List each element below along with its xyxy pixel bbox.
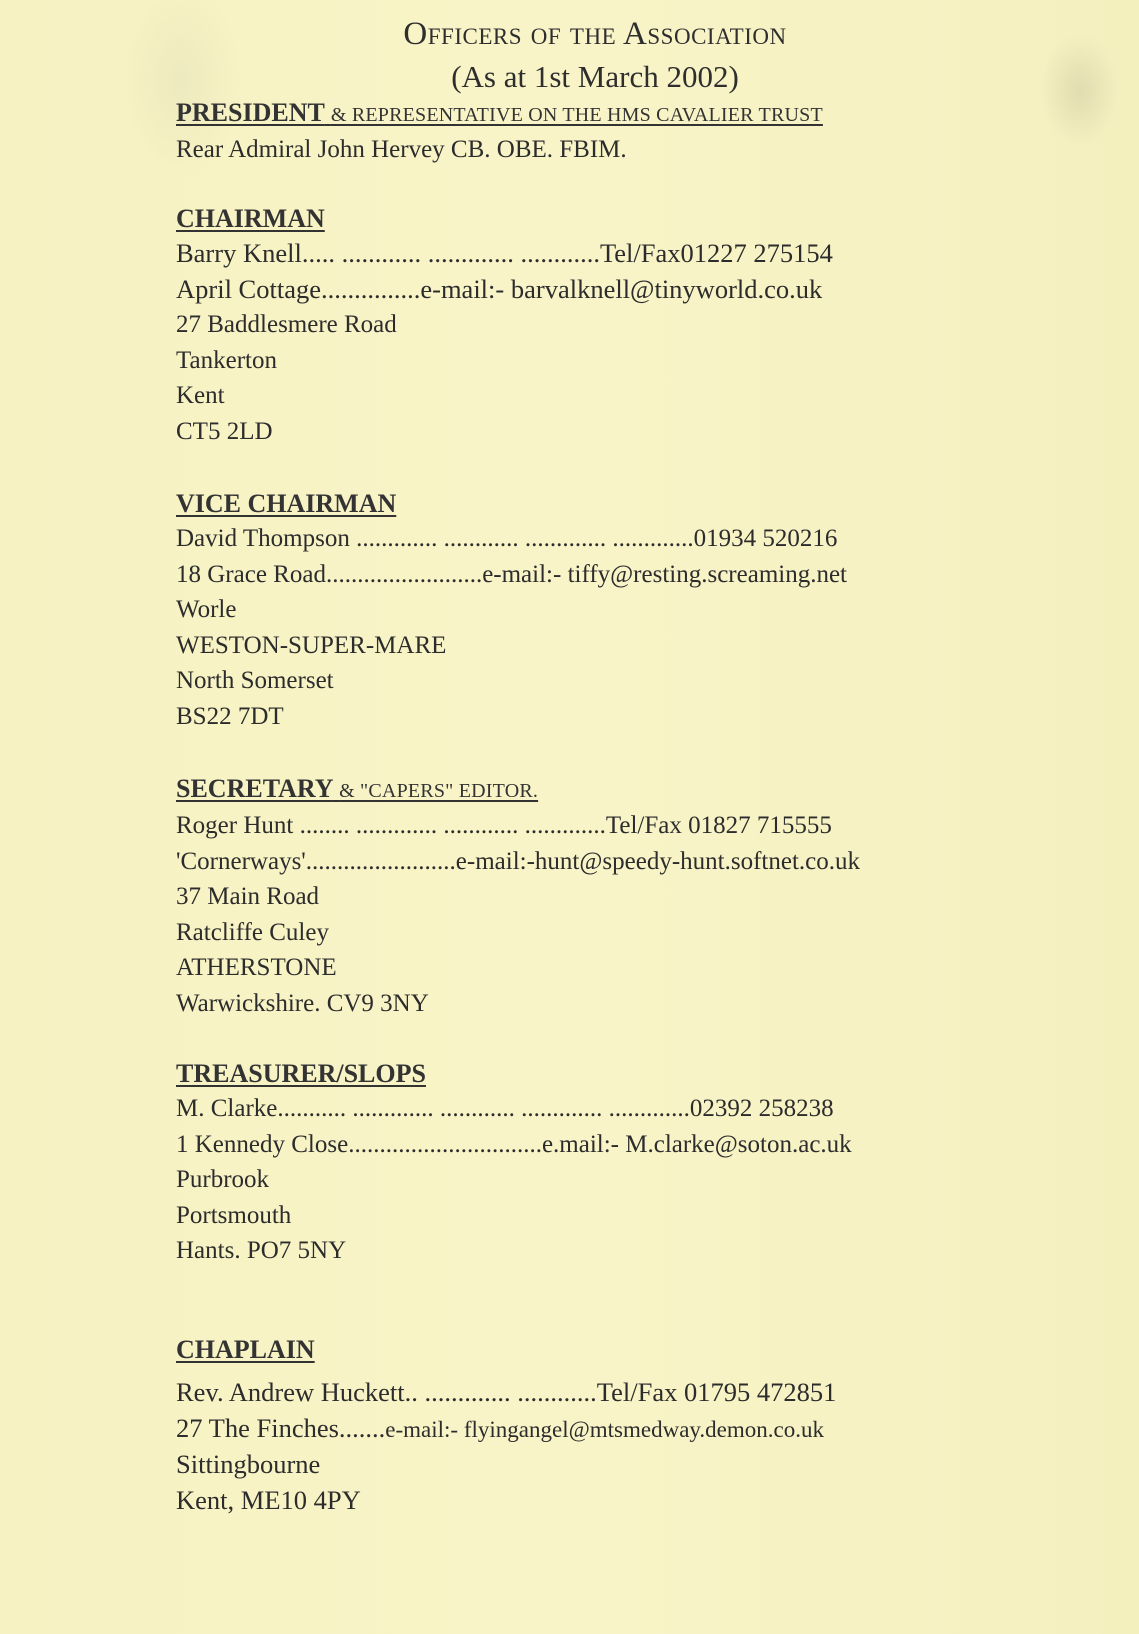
treasurer-address-line: Portsmouth xyxy=(176,1201,292,1229)
vice-chairman-address-line: Worle xyxy=(176,596,237,623)
treasurer-address-line: Purbrook xyxy=(176,1166,270,1193)
secretary-heading xyxy=(176,772,1076,808)
chaplain-heading: CHAPLAIN xyxy=(176,1335,315,1364)
treasurer-contact-line: M. Clarke........... ............. ............ ............. .............02392 258238 xyxy=(176,1095,834,1122)
chaplain-address-line: Sittingbourne xyxy=(176,1449,321,1479)
president-heading-label: PRESIDENT xyxy=(176,98,325,127)
chaplain-address-line: Kent, ME10 4PY xyxy=(176,1484,361,1515)
treasurer-section xyxy=(176,1057,1076,1269)
chairman-email-line: April Cottage...............e-mail:- barvalknell@tinyworld.co.uk xyxy=(176,273,823,304)
chairman-address-line: 27 Baddlesmere Road xyxy=(176,311,397,338)
president-heading xyxy=(176,96,1076,132)
vice-chairman-address-line: WESTON-SUPER-MARE xyxy=(176,631,447,659)
treasurer-heading: TREASURER/SLOPS xyxy=(176,1059,426,1088)
treasurer-email-line: 1 Kennedy Close...............................e.mail:- M.clarke@soton.ac.uk xyxy=(176,1130,852,1158)
chairman-address-line: Kent xyxy=(176,382,225,409)
secretary-email-line: 'Cornerways'........................e-mail:-hunt@speedy-hunt.softnet.co.uk xyxy=(176,847,860,875)
page-title: Officers of the Association xyxy=(403,16,787,52)
chairman-contact-line: Barry Knell..... ............ ............. ............Tel/Fax01227 275154 xyxy=(176,238,833,268)
secretary-address-line: 37 Main Road xyxy=(176,883,320,910)
secretary-address-line: Warwickshire. CV9 3NY xyxy=(176,989,429,1017)
president-section xyxy=(176,96,1076,168)
vice-chairman-email-line: 18 Grace Road.........................e-mail:- tiffy@resting.screaming.net xyxy=(176,560,847,588)
secretary-address-line: Ratcliffe Culey xyxy=(176,918,329,946)
secretary-section xyxy=(176,772,1076,1021)
president-heading-suffix: & REPRESENTATIVE ON THE HMS CAVALIER TRUST xyxy=(330,104,823,126)
chairman-section xyxy=(176,202,1076,449)
treasurer-address-line: Hants. PO7 5NY xyxy=(176,1237,347,1264)
secretary-address-line: ATHERSTONE xyxy=(176,954,337,981)
chaplain-street: 27 The Finches....... xyxy=(176,1412,386,1443)
vice-chairman-address-line: North Somerset xyxy=(176,667,334,694)
chaplain-email-row xyxy=(176,1411,1076,1448)
chairman-address-line: Tankerton xyxy=(176,346,277,374)
chairman-address-line: CT5 2LD xyxy=(176,417,273,445)
secretary-heading-label: SECRETARY xyxy=(176,774,333,803)
chaplain-contact-line: Rev. Andrew Huckett.. ............. ............Tel/Fax 01795 472851 xyxy=(176,1377,837,1407)
chaplain-email-line: e-mail:- flyingangel@mtsmedway.demon.co.uk xyxy=(385,1416,824,1442)
vice-chairman-contact-line: David Thompson ............. ............ ............. .............01934 520216 xyxy=(176,525,838,552)
vice-chairman-heading: VICE CHAIRMAN xyxy=(176,489,397,518)
vice-chairman-address-line: BS22 7DT xyxy=(176,702,284,730)
vice-chairman-section xyxy=(176,487,1076,734)
president-name: Rear Admiral John Hervey CB. OBE. FBIM. xyxy=(176,136,627,163)
chaplain-section xyxy=(176,1333,1076,1518)
secretary-contact-line: Roger Hunt ........ ............. ............ .............Tel/Fax 01827 715555 xyxy=(176,812,832,839)
page-subtitle: (As at 1st March 2002) xyxy=(451,59,739,94)
secretary-heading-suffix: & "CAPERS" EDITOR. xyxy=(339,780,539,802)
chairman-heading: CHAIRMAN xyxy=(176,204,325,233)
